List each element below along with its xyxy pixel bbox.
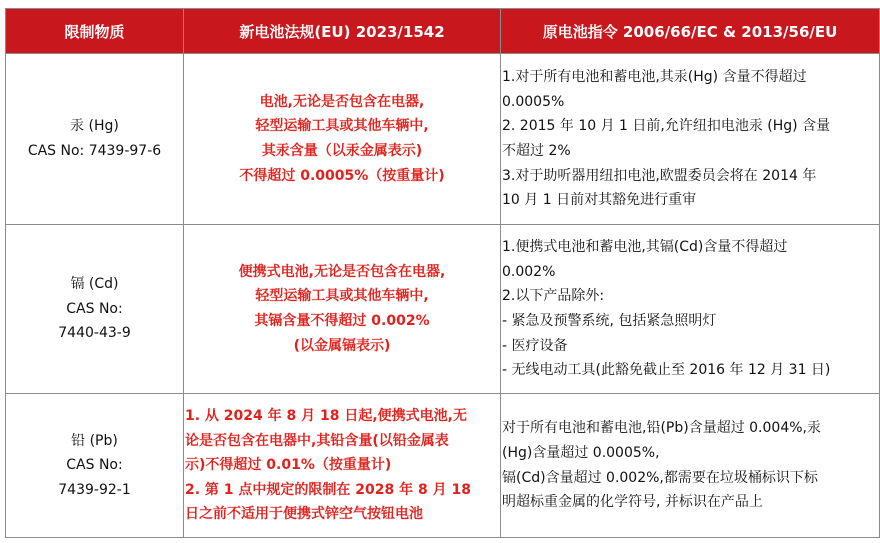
directive-line: 对于所有电池和蓄电池,铅(Pb)含量超过 0.004%,汞: [502, 420, 821, 437]
old-directive-cell: [501, 394, 880, 538]
new-regulation-cell: [184, 394, 501, 538]
directive-line: 2.以下产品除外:: [502, 288, 605, 305]
directive-line: 不超过 2%: [502, 143, 571, 159]
directive-line: 明超标重金属的化学符号, 并标识在产品上: [502, 494, 763, 511]
directive-line: 2. 2015 年 10 月 1 日前,允许纽扣电池汞 (Hg) 含量: [502, 118, 831, 135]
table-row-cadmium: [6, 225, 880, 394]
header-row: [6, 9, 880, 54]
substance-cas-number: 7439-92-1: [58, 481, 131, 498]
regulation-line: (以金属镉表示): [293, 337, 391, 354]
substance-name: 铅 (Pb): [71, 432, 118, 449]
substance-cas: CAS No: 7439-97-6: [27, 143, 162, 159]
substance-cell: [6, 225, 184, 394]
directive-line: - 医疗设备: [502, 337, 568, 354]
regulation-line: 论是否包含在电器中,其铅含量(以铅金属表: [185, 432, 449, 449]
table-row-mercury: [6, 54, 880, 225]
regulation-line: 1. 从 2024 年 8 月 18 日起,便携式电池,无: [185, 408, 468, 425]
regulation-line: 轻型运输工具或其他车辆中,: [255, 288, 429, 305]
directive-line: 1.便携式电池和蓄电池,其镉(Cd)含量不得超过: [502, 239, 788, 256]
regulation-comparison-table-wrapper: [5, 8, 876, 538]
regulation-line: 不得超过 0.0005%（按重量计): [239, 167, 445, 184]
directive-line: (Hg)含量超过 0.0005%,: [502, 444, 660, 461]
regulation-line: 2. 第 1 点中规定的限制在 2028 年 8 月 18: [185, 481, 471, 498]
directive-line: 10 月 1 日前对其豁免进行重审: [502, 192, 697, 209]
directive-line: - 紧急及预警系统, 包括紧急照明灯: [502, 313, 717, 329]
directive-line: 0.0005%: [502, 93, 565, 110]
old-directive-cell: [501, 225, 880, 394]
regulation-comparison-table: [5, 8, 880, 538]
regulation-line: 示)不得超过 0.01%（按重量计): [185, 457, 392, 474]
regulation-line: 轻型运输工具或其他车辆中,: [255, 118, 429, 135]
old-directive-cell: [501, 54, 880, 225]
header-new-battery-regulation: 新电池法规(EU) 2023/1542: [184, 9, 501, 54]
substance-name: 汞 (Hg): [70, 118, 119, 135]
directive-line: 1.对于所有电池和蓄电池,其汞(Hg) 含量不得超过: [502, 69, 807, 86]
directive-line: 镉(Cd)含量超过 0.002%,都需要在垃圾桶标识下标: [502, 469, 818, 486]
new-regulation-cell: [184, 225, 501, 394]
directive-line: - 无线电动工具(此豁免截止至 2016 年 12 月 31 日): [502, 362, 831, 379]
header-restricted-substance: 限制物质: [6, 9, 184, 54]
substance-cell: [6, 54, 184, 225]
regulation-line: 便携式电池,无论是否包含在电器,: [238, 263, 446, 280]
regulation-line: 其镉含量不得超过 0.002%: [254, 313, 430, 329]
regulation-line: 电池,无论是否包含在电器,: [259, 93, 425, 110]
new-regulation-cell: [184, 54, 501, 225]
substance-cell: [6, 394, 184, 538]
directive-line: 3.对于助听器用纽扣电池,欧盟委员会将在 2014 年: [502, 167, 817, 184]
header-original-battery-directive: 原电池指令 2006/66/EC & 2013/56/EU: [501, 9, 880, 54]
substance-cas-number: 7440-43-9: [58, 325, 131, 342]
regulation-line: 其汞含量（以汞金属表示): [261, 143, 423, 159]
substance-name: 镉 (Cd): [70, 276, 119, 293]
substance-cas: CAS No:: [66, 457, 123, 474]
substance-cas: CAS No:: [66, 300, 123, 317]
regulation-line: 日之前不适用于便携式锌空气按钮电池: [185, 506, 423, 523]
directive-line: 0.002%: [502, 263, 556, 280]
table-row-lead: [6, 394, 880, 538]
